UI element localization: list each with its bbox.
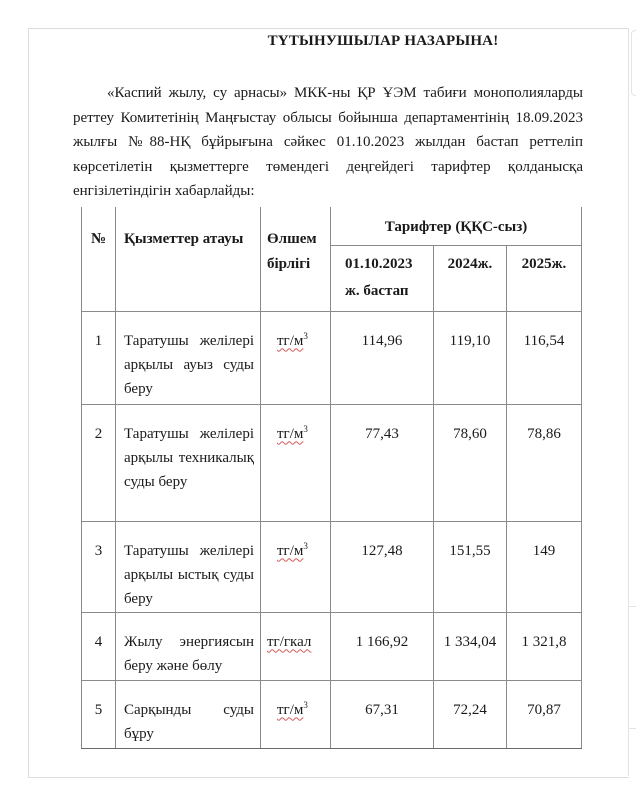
service-name: Жылу энергиясын беру және бөлу [116,612,261,680]
side-panel-divider [629,606,636,607]
row-number: 5 [82,680,116,748]
header-period-2024: 2024ж. [434,245,507,311]
unit: $тг/м^3$ [261,404,331,521]
header-unit-line1: Өлшем [267,231,317,247]
tariff-2025: 70,87 [507,680,582,748]
tariff-2023: 127,48 [331,521,434,612]
document-title: ТҮТЫНУШЫЛАР НАЗАРЫНА! [267,33,499,49]
tariff-2024: 119,10 [434,311,507,404]
tariff-2025: 1 321,8 [507,612,582,680]
unit: $тг/м^3$ [261,680,331,748]
unit: $тг/м^3$ [261,311,331,404]
tariff-2024: 72,24 [434,680,507,748]
header-service-name: Қызметтер атауы [116,207,261,311]
unit: тг/гкал [261,612,331,680]
header-number: № [82,207,116,311]
tariff-2025: 78,86 [507,404,582,521]
intro-paragraph: «Каспий жылу, су арнасы» МКК-ны ҚР ҰЭМ табиғи монополияларды реттеу Комитетінің Маңғыстау облысы бойынша департаментінің 18.09.2023 жылғы №88-НҚ бұйрығына сәйкес 01.10.2023 жылдан бастап реттеліп көрсетілетін қызметтерге төмендегі деңгейдегі тарифтер қолданысқа енгізілетіндігін хабарлайды: [73,85,583,199]
tariff-2024: 78,60 [434,404,507,521]
header-tariffs-group: Тарифтер (ҚҚС-сыз) [331,207,582,245]
table-header-row [82,207,582,245]
header-period-2025: 2025ж. [507,245,582,311]
tariff-2023: 114,96 [331,311,434,404]
tariff-2023: 1 166,92 [331,612,434,680]
tariff-2024: 151,55 [434,521,507,612]
service-name: Таратушы желілері арқылы техникалық суды беру [116,404,261,521]
table-row [82,521,582,612]
table-row [82,680,582,748]
table-row [82,404,582,521]
service-name: Таратушы желілері арқылы ыстық суды беру [116,521,261,612]
tariff-2025: 149 [507,521,582,612]
header-period-2023: 01.10.2023 ж. бастап [331,245,434,311]
service-name: Сарқынды суды бұру [116,680,261,748]
table-row [82,612,582,680]
header-unit [261,207,331,311]
row-number: 4 [82,612,116,680]
side-panel-divider [629,728,636,729]
table-row [82,311,582,404]
tariffs-table [81,207,582,749]
row-number: 3 [82,521,116,612]
service-name: Таратушы желілері арқылы ауыз суды беру [116,311,261,404]
tariff-2023: 67,31 [331,680,434,748]
tariff-2023: 77,43 [331,404,434,521]
row-number: 1 [82,311,116,404]
tariff-2025: 116,54 [507,311,582,404]
unit: $тг/м^3$ [261,521,331,612]
header-unit-line2: бірлігі [267,256,311,272]
row-number: 2 [82,404,116,521]
tariff-2024: 1 334,04 [434,612,507,680]
side-panel [628,28,636,776]
